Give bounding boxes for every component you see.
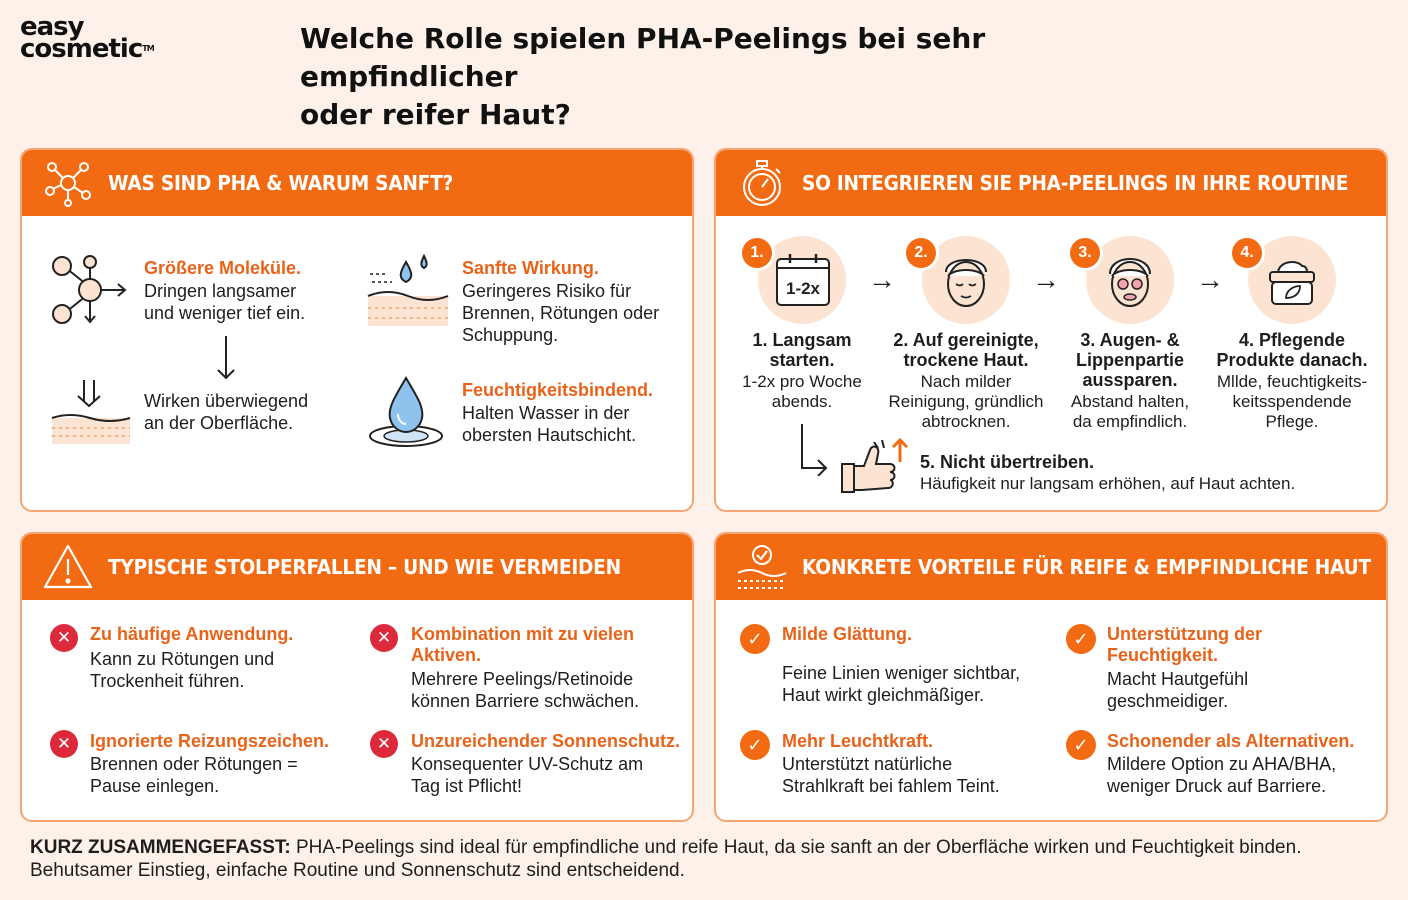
brand-line1: easy: [20, 12, 84, 42]
face-mask-icon: [1100, 246, 1160, 314]
checkmark-icon: ✓: [1066, 730, 1096, 760]
panel-header: [22, 534, 692, 600]
item-text: Wirken überwiegend an der Oberfläche.: [144, 391, 309, 433]
item-text: Macht Hautgefühl geschmeidiger.: [1107, 669, 1249, 711]
panel-title: SO INTEGRIEREN SIE PHA-PEELINGS IN IHRE ROUTINE: [802, 171, 1349, 195]
skin-surface-icon: [50, 378, 132, 448]
step-number: 1.: [742, 238, 772, 268]
brand-logo: [20, 12, 154, 64]
cream-jar-icon: [1262, 250, 1322, 310]
panel-benefits: [714, 532, 1388, 822]
step-desc: Mllde, feuchtigkeits- keitsspendende Pflege.: [1216, 372, 1368, 431]
item-title: Größere Moleküle.: [144, 258, 302, 278]
panel-header: [716, 150, 1386, 216]
panel-title: TYPISCHE STOLPERFALLEN – UND WIE VERMEIDEN: [108, 555, 621, 579]
arrow-down-right-icon: [798, 424, 830, 476]
large-molecule-icon: [50, 254, 132, 328]
step-desc: 1-2x pro Woche abends.: [742, 372, 862, 411]
arrow-down-icon: [214, 336, 238, 382]
item-title: Sanfte Wirkung.: [462, 258, 599, 278]
panel-routine: [714, 148, 1388, 512]
summary-label: KURZ ZUSAMMENGEFASST:: [30, 837, 291, 858]
panel-header: [22, 150, 692, 216]
step5-title: 5. Nicht übertreiben.: [920, 452, 1095, 472]
summary: [30, 836, 1390, 882]
arrow-right-icon: →: [1196, 264, 1224, 295]
step-title: 4. Pflegende Produkte danach.: [1216, 330, 1368, 370]
panel-pitfalls: [20, 532, 694, 822]
panel-header: [716, 534, 1386, 600]
stopwatch-icon: [736, 157, 788, 209]
item-text: Mildere Option zu AHA/BHA, weniger Druck auf Barriere.: [1107, 754, 1337, 796]
step-number: 4.: [1232, 238, 1262, 268]
brand-trademark: TM: [142, 44, 154, 53]
checkmark-icon: ✓: [740, 730, 770, 760]
step-title: 1. Langsam starten.: [752, 330, 852, 370]
molecule-icon: [42, 157, 94, 209]
face-towel-icon: [936, 246, 996, 314]
item-text: Mehrere Peelings/Retinoide können Barriere schwächen.: [411, 669, 640, 711]
thumbs-up-icon: [840, 436, 910, 496]
step-desc: Nach milder Reinigung, gründlich abtrocknen.: [888, 372, 1044, 431]
step-number: 2.: [906, 238, 936, 268]
step-title: 2. Auf gereinigte, trockene Haut.: [893, 330, 1039, 370]
step5-desc: Häufigkeit nur langsam erhöhen, auf Haut achten.: [920, 474, 1296, 493]
item-text: Dringen langsamer und weniger tief ein.: [144, 281, 306, 323]
item-text: Konsequenter UV-Schutz am Tag ist Pflicht!: [411, 754, 644, 796]
gentle-drops-icon: [366, 252, 452, 330]
item-text: Unterstützt natürliche Strahlkraft bei fahlem Teint.: [782, 754, 1000, 796]
item-title: Unzureichender Sonnenschutz.: [411, 731, 681, 751]
error-x-icon: ✕: [370, 730, 398, 758]
item-text: Halten Wasser in der obersten Hautschicht.: [462, 403, 637, 445]
calendar-icon: [774, 252, 832, 308]
brand-line2: cosmetic: [20, 34, 143, 64]
item-title: Ignorierte Reizungszeichen.: [90, 731, 330, 751]
item-title: Schonender als Alternativen.: [1107, 731, 1355, 751]
checkmark-icon: ✓: [740, 624, 770, 654]
step-number: 3.: [1070, 238, 1100, 268]
item-title: Milde Glättung.: [782, 624, 912, 644]
panel-title: WAS SIND PHA & WARUM SANFT?: [108, 171, 454, 195]
item-title: Feuchtigkeitsbindend.: [462, 380, 654, 400]
checkmark-icon: ✓: [1066, 624, 1096, 654]
arrow-right-icon: →: [868, 264, 896, 295]
arrow-right-icon: →: [1032, 264, 1060, 295]
skin-check-icon: [736, 541, 788, 593]
item-title: Mehr Leuchtkraft.: [782, 731, 934, 751]
error-x-icon: ✕: [50, 730, 78, 758]
error-x-icon: ✕: [50, 624, 78, 652]
water-drop-icon: [366, 374, 448, 450]
item-title: Kombination mit zu vielen Aktiven.: [411, 624, 635, 665]
summary-text: PHA-Peelings sind ideal für empfindliche und reife Haut, da sie sanft an der Oberfläche wirken und Feuchtigkeit binden. Behutsamer Einstieg, einfache Routine und Sonnenschutz sind entscheidend.: [30, 837, 1302, 881]
item-text: Kann zu Rötungen und Trockenheit führen.: [90, 649, 275, 691]
warning-icon: [42, 541, 94, 593]
calendar-label: 1-2x: [785, 279, 821, 298]
page-title-line1: Welche Rolle spielen PHA-Peelings bei sehr empfindlicher: [300, 22, 986, 93]
item-text: Brennen oder Rötungen = Pause einlegen.: [90, 754, 298, 796]
item-title: Unterstützung der Feuchtigkeit.: [1107, 624, 1262, 665]
step-title: 3. Augen- & Lippenpartie aussparen.: [1075, 330, 1184, 390]
step-desc: Abstand halten, da empfindlich.: [1070, 392, 1190, 431]
item-title: Zu häufige Anwendung.: [90, 624, 294, 644]
panel-what-is-pha: [20, 148, 694, 512]
panel-title: KONKRETE VORTEILE FÜR REIFE & EMPFINDLICHE HAUT: [802, 555, 1371, 579]
item-text: Feine Linien weniger sichtbar, Haut wirkt gleichmäßiger.: [782, 663, 1021, 705]
page-title-line2: oder reifer Haut?: [300, 98, 571, 131]
page-title: [300, 20, 1200, 134]
item-text: Geringeres Risiko für Brennen, Rötungen oder Schuppung.: [462, 281, 660, 345]
error-x-icon: ✕: [370, 624, 398, 652]
